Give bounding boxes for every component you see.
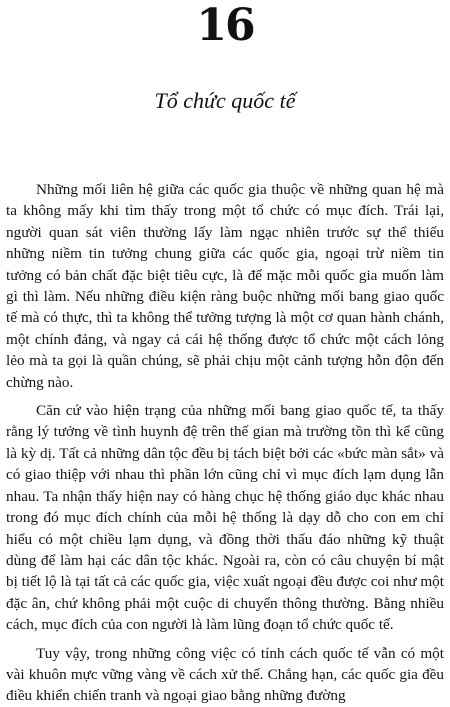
- paragraph-2: Căn cứ vào hiện trạng của những mối bang giao quốc tế, ta thấy rằng lý tưởng về tình huynh đệ trên thế gian mà trường tồn thì kể cũng là kỳ dị. Tất cả những dân tộc đều bị tách biệt bởi các «bức màn sắt» và có giao thiệp với nhau thì phần lớn cũng chỉ vì mục đích lạm dụng lẫn nhau. Ta nhận thấy hiện nay có hàng chục hệ thống giáo dục khác nhau trong đó mục đích chính của mỗi hệ thống là dạy dỗ cho con em chỉ hiểu có một chiều lạm dụng, và đồng thời thấu đáo những kỹ thuật dùng để làm hại các dân tộc khác. Ngoài ra, còn có câu chuyện bí mật bị tiết lộ là tại tất cả các quốc gia, việc xuất ngoại đều được coi như một đặc ân, chứ không phải một cuộc di chuyển thông thường. Bằng nhiều cách, mục đích của con người là làm lũng đoạn tổ chức quốc tế.: [6, 402, 444, 634]
- paragraph-1: Những mối liên hệ giữa các quốc gia thuộc về những quan hệ mà ta không mấy khi tìm thấy trong một tổ chức có mục đích. Trái lại, người quan sát viên thường lấy làm ngạc nhiên trước sự thể thiếu những niềm tin tưởng chung giữa các quốc gia, ngoại trừ niềm tin tưởng có bản chất đặc biệt tiêu cực, là để mặc mỗi quốc gia muốn làm gì thì làm. Nếu những điều kiện ràng buộc những mối bang giao quốc tế mà có thực, thì ta không thể tưởng tượng là một cơ quan hành chánh, một chính đảng, và ngay cả cái hệ thống được tổ chức một cách lỏng lẻo mà ta gọi là quần chúng, sẽ phải chịu một cảnh tượng hỗn độn đến chừng nào.: [6, 181, 444, 391]
- body-text: [6, 179, 444, 707]
- paragraph-3: Tuy vậy, trong những công việc có tính cách quốc tế vẫn có một vài khuôn mực vững vàng về cách xử thế. Chẳng hạn, các quốc gia đều điều khiển chiến tranh và ngoại giao bằng những đường: [6, 644, 444, 705]
- chapter-title: Tổ chức quốc tế: [154, 88, 296, 113]
- chapter-number: 16: [196, 0, 254, 51]
